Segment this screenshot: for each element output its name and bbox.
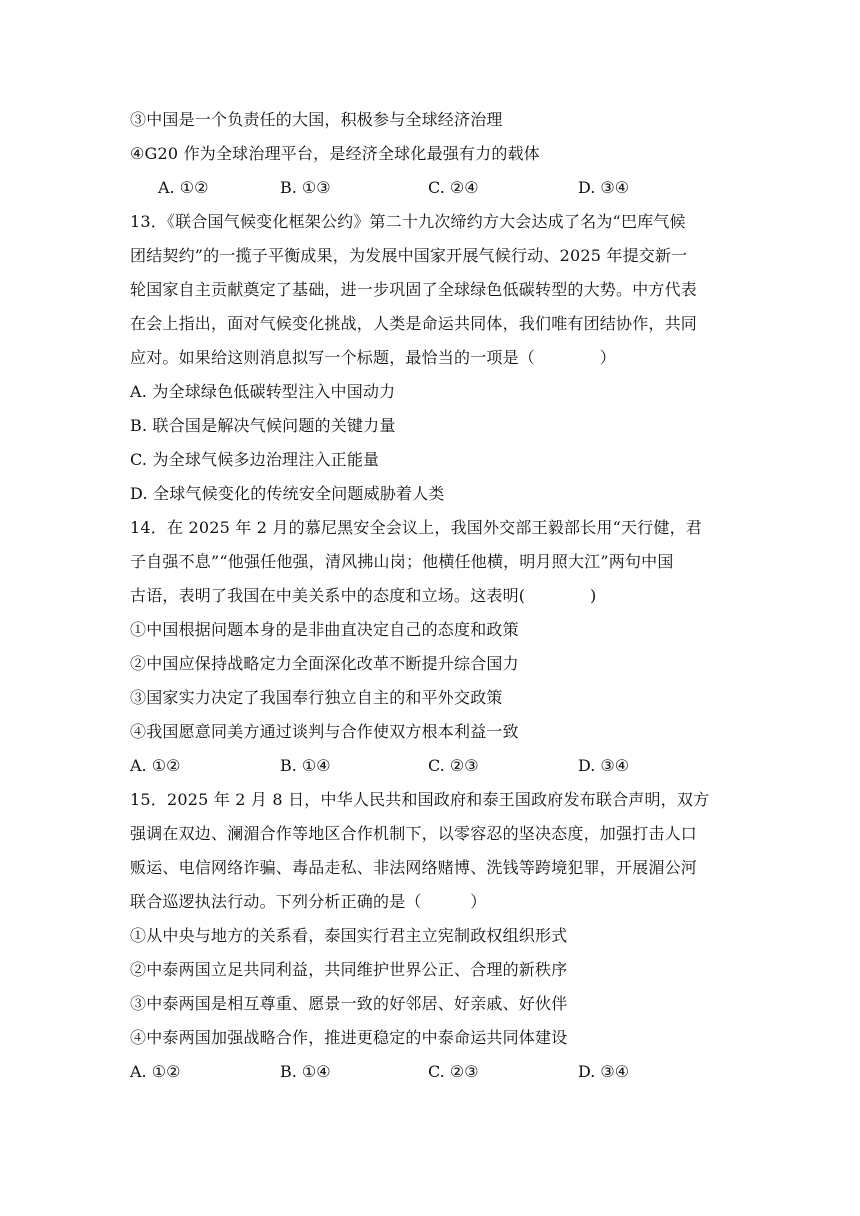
q15-item-3: ③中泰两国是相互尊重、愿景一致的好邻居、好亲戚、好伙伴 xyxy=(130,994,568,1013)
q14-stem-line-2: 子自强不息”“他强任他强，清风拂山岗；他横任他横，明月照大江”两句中国 xyxy=(130,552,674,571)
q12-item-4: ④G20 作为全球治理平台，是经济全球化最强有力的载体 xyxy=(130,144,540,163)
q13-option-b: B. 联合国是解决气候问题的关键力量 xyxy=(130,416,396,435)
q13-stem-line-2: 团结契约”的一揽子平衡成果，为发展中国家开展气候行动、2025 年提交新一 xyxy=(130,246,688,265)
q13-option-c: C. 为全球气候多边治理注入正能量 xyxy=(130,450,380,469)
q12-option-a: A. ①② xyxy=(158,178,209,197)
q13-stem-line-1: 13．《联合国气候变化框架公约》第二十九次缔约方大会达成了名为“巴库气候 xyxy=(130,212,686,231)
q12-option-d: D. ③④ xyxy=(578,178,630,197)
q15-option-c: C. ②③ xyxy=(428,1062,479,1081)
q13-stem-line-3: 轮国家自主贡献奠定了基础，进一步巩固了全球绿色低碳转型的大势。中方代表 xyxy=(130,280,698,299)
q15-options xyxy=(130,1061,730,1083)
q14-option-a: A. ①② xyxy=(130,756,181,775)
q13-stem-line-5: 应对。如果给这则消息拟写一个标题，最恰当的一项是（ ） xyxy=(130,348,617,367)
q13-option-a: A. 为全球绿色低碳转型注入中国动力 xyxy=(130,382,396,401)
q14-option-c: C. ②③ xyxy=(428,756,479,775)
q14-item-3: ③国家实力决定了我国奉行独立自主的和平外交政策 xyxy=(130,688,503,707)
q14-options xyxy=(130,755,730,777)
q12-option-b: B. ①③ xyxy=(280,178,331,197)
q14-option-d: D. ③④ xyxy=(578,756,630,775)
q15-stem-line-4: 联合巡逻执法行动。下列分析正确的是（ ） xyxy=(130,892,487,911)
q15-item-4: ④中泰两国加强战略合作，推进更稳定的中泰命运共同体建设 xyxy=(130,1028,568,1047)
q13-stem-line-4: 在会上指出，面对气候变化挑战，人类是命运共同体，我们唯有团结协作，共同 xyxy=(130,314,698,333)
q12-options xyxy=(130,177,730,199)
q14-item-1: ①中国根据问题本身的是非曲直决定自己的态度和政策 xyxy=(130,620,519,639)
q15-stem-line-2: 强调在双边、澜湄合作等地区合作机制下，以零容忍的坚决态度，加强打击人口 xyxy=(130,824,698,843)
q14-option-b: B. ①④ xyxy=(280,756,331,775)
q14-stem-line-1: 14．在 2025 年 2 月的慕尼黑安全会议上，我国外交部王毅部长用“天行健，君 xyxy=(130,518,702,537)
q15-item-2: ②中泰两国立足共同利益，共同维护世界公正、合理的新秩序 xyxy=(130,960,568,979)
q15-stem-line-1: 15．2025 年 2 月 8 日，中华人民共和国政府和泰王国政府发布联合声明，双方 xyxy=(130,790,710,809)
q14-item-4: ④我国愿意同美方通过谈判与合作使双方根本利益一致 xyxy=(130,722,519,741)
q15-item-1: ①从中央与地方的关系看，泰国实行君主立宪制政权组织形式 xyxy=(130,926,568,945)
q14-stem-line-3: 古语，表明了我国在中美关系中的态度和立场。这表明( ) xyxy=(130,586,597,605)
q14-item-2: ②中国应保持战略定力全面深化改革不断提升综合国力 xyxy=(130,654,519,673)
q12-option-c: C. ②④ xyxy=(428,178,479,197)
q12-item-3: ③中国是一个负责任的大国，积极参与全球经济治理 xyxy=(130,110,503,129)
q15-option-d: D. ③④ xyxy=(578,1062,630,1081)
q15-option-a: A. ①② xyxy=(130,1062,181,1081)
q15-stem-line-3: 贩运、电信网络诈骗、毒品走私、非法网络赌博、洗钱等跨境犯罪，开展湄公河 xyxy=(130,858,698,877)
q13-option-d: D. 全球气候变化的传统安全问题威胁着人类 xyxy=(130,484,445,503)
q15-option-b: B. ①④ xyxy=(280,1062,331,1081)
